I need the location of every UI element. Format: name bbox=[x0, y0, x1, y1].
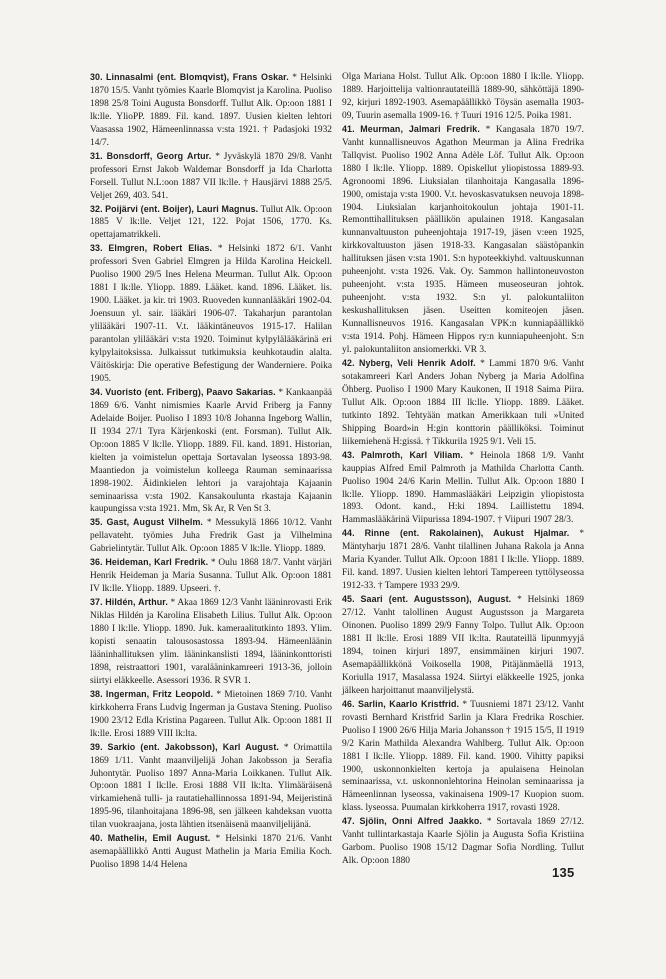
entry-name: Palmroth, Karl Viliam. bbox=[361, 449, 463, 460]
entry-text: * Helsinki 1870 15/5. Vanht työmies Kaarle Blomqvist ja Karolina. Puoliso 1898 25/8 Toini Augusta Bonsdorff. Tullut Alk. Op:oon 1881 I lk:lle. YlioPP. 1889. Fil. kand. 1897. Uusien kielten lehtori Vaasassa 1902, Hämeenlinnassa v:sta 1921. † Padasjoki 1932 14/7. bbox=[90, 73, 333, 148]
register-entry bbox=[90, 832, 332, 872]
entry-number: 30. bbox=[90, 72, 103, 82]
entry-name: Sarlin, Kaarlo Kristfrid. bbox=[357, 698, 460, 709]
register-entry bbox=[90, 71, 332, 150]
register-entry bbox=[90, 242, 332, 385]
entry-number: 43. bbox=[342, 449, 355, 460]
entry-name: Meurman, Jalmari Fredrik. bbox=[360, 123, 480, 134]
entry-name: Bonsdorff, Georg Artur. bbox=[106, 150, 212, 161]
entry-text: * Lammi 1870 9/6. Vanht sotakamreeri Karl Anders Johan Nyberg ja Maria Adolfina Öhberg. Puoliso I 1900 Mary Kaukonen, II 1918 Saima Piira. Tullut Alk. Op:oon 1884 III lk:lle. Ylioрр. 1889. Lääket. tutkinto 1892. Tehtyään matkan Amerikkaan tuli »United Shipping Board»in H:gin konttorin päälliköksi. Toiminut liikemiehenä H:gissä. † Tikkurila 1925 9/1. Veli 15. bbox=[342, 358, 584, 447]
entry-number: 45. bbox=[342, 594, 355, 605]
register-entry bbox=[342, 357, 584, 449]
entry-text: * Tuusniemi 1871 23/12. Vanht rovasti Bernhard Kristfrid Sarlin ja Klara Fredrika Roschier. Puoliso I 1900 26/6 Hilja Maria Johansson † 1915 15/5, II 1919 9/2 Karin Mathilda Alexandra Wahlberg. Tullut Alk. Op:oon 1881 I lk:lle. Ylioрр. 1889. Fil. kand. 1900. Vihitty papiksi 1900, uskonnonkielten kertoja ja apulaisena Heinolan seminaarissa, v.t. uskonnonlehtorina Heinolan seminaarissa ja Hämeenlinnan lyseossa, vakinaisena 1909-17 Kuopion suom. klass. lyseossa. Puumalan kirkkoherra 1917, rovasti 1928. bbox=[342, 699, 585, 814]
entry-name: Hildén, Arthur. bbox=[105, 597, 168, 608]
register-entry bbox=[90, 516, 332, 556]
register-entry bbox=[342, 449, 584, 528]
entry-name: Heideman, Karl Fredrik. bbox=[105, 557, 209, 568]
left-column bbox=[90, 71, 332, 872]
entry-text: * Mietoinen 1869 7/10. Vanht kirkkoherra Frans Ludvig Ingerman ja Gustava Stening. Puoliso 1900 23/12 Edla Kristina Pagareen. Tullut Alk. Op:oon 1881 II lk:lle. Erosi 1889 VIII lk:lta. bbox=[90, 689, 333, 739]
entry-name: Vuoristo (ent. Friberg), Paavo Sakarias. bbox=[105, 386, 276, 397]
entry-name: Elmgren, Robert Elias. bbox=[108, 243, 213, 254]
entry-text: * Messukylä 1866 10/12. Vanht pellavateht. työmies Juha Fredrik Gast ja Vilhelmina Gabrielintytär. Tullut Alk. Op:oon 1885 V lk:lle. Ylioрр. 1889. bbox=[90, 518, 332, 555]
entry-number: 42. bbox=[342, 357, 355, 368]
entry-number: 36. bbox=[90, 557, 103, 568]
entry-number: 31. bbox=[90, 150, 103, 161]
entry-name: Saari (ent. Augustsson), August. bbox=[360, 594, 512, 605]
register-entry bbox=[90, 688, 332, 741]
entry-name: Linnasalmi (ent. Blomqvist), Frans Oskar. bbox=[106, 72, 289, 82]
register-entry bbox=[90, 596, 332, 688]
entry-number: 33. bbox=[90, 243, 103, 254]
page-number: 135 bbox=[552, 865, 575, 880]
entry-text: * Orimattila 1869 1/11. Vanht maanviljelijä Johan Jakobsson ja Serafia Juhontytär. Puoliso 1897 Anna-Maria Loikkanen. Tullut Alk. Op:oon 1881 I lk:lle. Erosi 1888 VII lk:lta. Ylimääräisenä virkamiehenä tulli- ja rautatiehallinnossa 1891-94, Meijeristinä 1895-96, tilanhoitajana 1896-98, sen jälkeen kahdeksan vuotta tilan vuokraajana, josta lähtien itsenäisenä maanviljelijänä. bbox=[90, 742, 332, 831]
right-column bbox=[342, 71, 584, 868]
entry-number: 39. bbox=[90, 741, 103, 752]
register-entry bbox=[90, 150, 332, 203]
entry-text: * Akaa 1869 12/3 Vanht lääninrovasti Erik Niklas Hildén ja Karolina Elisabeth Lilius. Tullut Alk. Op:oon 1880 I lk:lle. Ylioрр. 1890. Juk. kameraalitutkinto 1893. Ylim. kopisti senaatin talousosastossa 1893-94. Hämeenläänin lääninhallituksen ylim. lääninkanslisti 1894, lääninkonttoristi 1898, reistraattori 1901, varalääninkamreeri 1913-36, jolloin siirtyi eläkkeelle. Asessori 1936. R SVR 1. bbox=[90, 598, 332, 686]
entry-name: Matheliн, Emil August. bbox=[107, 833, 211, 844]
entry-name: Ingerman, Fritz Leopold. bbox=[105, 688, 214, 699]
entry-text: * Sortavala 1869 27/12. Vanht tullintarkastaja Kaarle Sjölin ja Augusta Sofia Kristiina Garbom. Puoliso 1908 15/12 Dagmar Sofia Nordling. Tullut Alk. Op:oon 1880 bbox=[342, 817, 585, 867]
entry-text: * Jyväskylä 1870 29/8. Vanht professori Ernst Jakob Waldemar Bonsdorff ja Ida Charlotta Forsell. Tullut N.L:oon 1887 VII lk:lle. † Hausjärvi 1888 25/5. Veljet 269, 403. 541. bbox=[90, 151, 332, 201]
entry-text: * Helsinki 1870 21/6. Vanht asemapäällikkö Antti August Mathelin ja Maria Emilia Koch. Puoliso 1898 14/4 Helena bbox=[90, 834, 333, 871]
register-entry bbox=[90, 386, 332, 517]
register-entry bbox=[342, 815, 584, 868]
register-entry bbox=[90, 741, 332, 833]
entry-text: * Oulu 1868 18/7. Vanht värjäri Henrik Heideman ja Maria Susanna. Tullut Alk. Op:oon 1881 IV lk:lle. Ylioрр. 1889. Upseeri. †. bbox=[90, 558, 332, 595]
entry-text: * Helsinki 1872 6/1. Vanht professori Sven Gabriel Elmgren ja Hilda Karolina Heickell. Puoliso 1900 29/5 Ines Helena Meurman. Tullut Alk. Op:oon 1881 I lk:lle. Ylioрр. 1889. Lääket. kand. 1896. Lääket. lis. 1900. Lääket. ja kir. tri 1903. Ruoveden kunnanlääkäri 1902-04. Joensuun yl. sair. lääkäri 1906-07. Takaharjun parantolan ylilääkäri 1907-11. V.t. lääkintäneuvos 1915-17. Halilan parantolan ylilääkäri v:sta 1920. Toiminut kylpylälääkärinä eri kylpylaitoksissa. Julkaissut tutkimuksia keuhkotaudin alalta. Väitöskirja: Die operative Befestigung der Wanderniere. Poika 1905. bbox=[90, 244, 333, 384]
entry-name: Sjölin, Onni Alfred Jaakko. bbox=[359, 816, 482, 827]
entry-number: 37. bbox=[90, 597, 103, 608]
entry-number: 34. bbox=[90, 386, 103, 397]
entry-text: * Heinola 1868 1/9. Vanht kauppias Alfred Emil Palmroth ja Mathilda Charlotta Canth. Puoliso 1904 24/6 Karin Mellin. Tullut Alk. Op:oon 1880 I lk:lle. Ylioрр. 1890. Hammaslääkäri Leipzigin yliopistosta 1893. Odont. kand., H:ki 1894. Laillistettu 1894. Hammaslääkärinä Viipurissa 1894-1907. † Viipuri 1907 28/3. bbox=[342, 450, 584, 526]
register-entry bbox=[90, 556, 332, 596]
entry-name: Sarkio (ent. Jakobsson), Karl August. bbox=[107, 741, 279, 752]
entry-text: Olga Mariana Holst. Tullut Alk. Op:oon 1880 I lk:lle. Ylioрр. 1889. Harjoittelija valtionrautateillä 1889-90, sähköttäjä 1890-92, kirjuri 1892-1903. Asemapäällikkö Töysän asemalla 1903-09, Tuurin asemalla 1909-16. † Tuuri 1916 12/5. Poika 1981. bbox=[342, 72, 584, 121]
entry-text: * Helsinki 1869 27/12. Vanht talollinen August Augustsson ja Margareta Oinonen. Puoliso 1899 29/9 Fanny Tolpo. Tullut Alk. Op:oon 1881 II lk:lle. Erosi 1889 VII lk:lta. Rautateillä lipunmyyjä 1894, toinen kirjuri 1897, ensimmäinen kirjuri 1907. Asemapäällikkönä Voikosella 1908, Pitäjänmäellä 1913, Koriulla 1917, Masalassa 1924. Siirtyi eläkkeelle 1925, jonka jälkeen harjoittanut maanviljelystä. bbox=[342, 595, 584, 696]
entry-number: 32. bbox=[90, 203, 103, 214]
entry-number: 38. bbox=[90, 688, 103, 699]
entry-number: 46. bbox=[342, 698, 355, 709]
register-entry bbox=[342, 71, 584, 123]
entry-number: 44. bbox=[342, 528, 355, 539]
register-entry bbox=[342, 593, 584, 698]
entry-text: * Mäntyharju 1871 28/6. Vanht tilallinen Juhana Rakola ja Anna Maria Kyander. Tullut Alk. Op:oon 1881 I lk:lle. Ylioрр. 1889. Fil. kand. 1897. Uusien kielten lehtori Tampereen tyttölyseossa 1912-33. † Tampere 1933 29/9. bbox=[342, 529, 585, 592]
register-entry bbox=[342, 698, 584, 816]
entry-text: Tullut Alk. Op:oon 1885 V lk:lle. Veljet 121, 122. Pojat 1506, 1770. Ks. opettajamatrikkeli. bbox=[90, 204, 332, 241]
register-entry bbox=[342, 123, 584, 357]
entry-number: 47. bbox=[342, 816, 355, 827]
entry-number: 41. bbox=[342, 123, 355, 134]
entry-text: * Kangasala 1870 19/7. Vanht kunnallisneuvos Agathon Meurman ja Alina Fredrika Tallqvist. Puoliso 1902 Anna Adèle Löf. Tullut Alk. Op:oon 1880 I lk:lle. Ylioрр. 1889. Opiskellut yliopistossa 1889-93. Agronoomi 1896. Liuksialan tilanhoitaja Kangasalla 1896-1900, omistaja v:sta 1900. V.t. hevoskasvatuksen neuvoja 1898-1904. Liuksialan karjanhoitokoulun johtaja 1901-11. Remonttihallituksen päällikön apulainen 1918. Kangasalan kunnanvaltuuston puheenjohtaja 1917-19, jäsen v:een 1925, kirkkovaltuuston jäsen 1918-33. Kangasalan säästöpankin hallituksen jäsen v:sta 1901. S:n hypoteekkiyhd. valtuuskunnan puheenjoht. v:sta 1926. Vak. Oy. Sammon hallintoneuvoston puheenjoht. v:sta 1935. Hämeen museoseuran johtok. puheenjoht. v:sta 1932. S:n yl. palokuntaliiton keskushallituksen jäsen. Useitten komiteojen jäsen. Kunnallisneuvos 1916. Kangasalan VPK:n kunniapäällikkö v:sta 1914. Pohj. Hämeen Hippos ry:n kunniapuheenjoht. S:n yl. palokuntaliiton ansiomerkki. VR 3. bbox=[342, 124, 585, 356]
entry-name: Nyberg, Veli Henrik Adolf. bbox=[358, 357, 476, 368]
entry-number: 35. bbox=[90, 517, 103, 528]
entry-name: Gast, August Vilhelm. bbox=[106, 517, 204, 528]
register-entry bbox=[342, 527, 584, 593]
entry-name: Poijärvi (ent. Boijer), Lauri Magnus. bbox=[105, 203, 259, 214]
entry-text: * Kankaanpää 1869 6/6. Vanht nimismies Kaarle Arvid Friberg ja Fanny Adelaide Boijer. Puoliso I 1893 10/8 Johanna Ingeborg Wallin, II 1934 27/1 Tyra Kärjenkoski (ent. Forsman). Tullut Alk. Op:oon 1885 V lk:lle. Ylioрр. 1889. Fil. kand. 1891. Historian, kielten ja voimistelun opettaja Sortavalan lyseossa 1893-98. Maantiedon ja voimistelun kolleega Rauman seminaarissa 1898-1902. Äidinkielen lehtori ja varajohtaja Kajaanin seminaarissa v:sta 1902. Kansakoulunta rkastaja Kajaanin kaupungissa v:sta 1921. Mm, Sk Ar, R Ven St 3. bbox=[90, 387, 333, 515]
register-entry bbox=[90, 203, 332, 243]
entry-number: 40. bbox=[90, 833, 103, 844]
entry-name: Rinne (ent. Rakolainen), Aukust Hjalmar. bbox=[364, 528, 570, 539]
